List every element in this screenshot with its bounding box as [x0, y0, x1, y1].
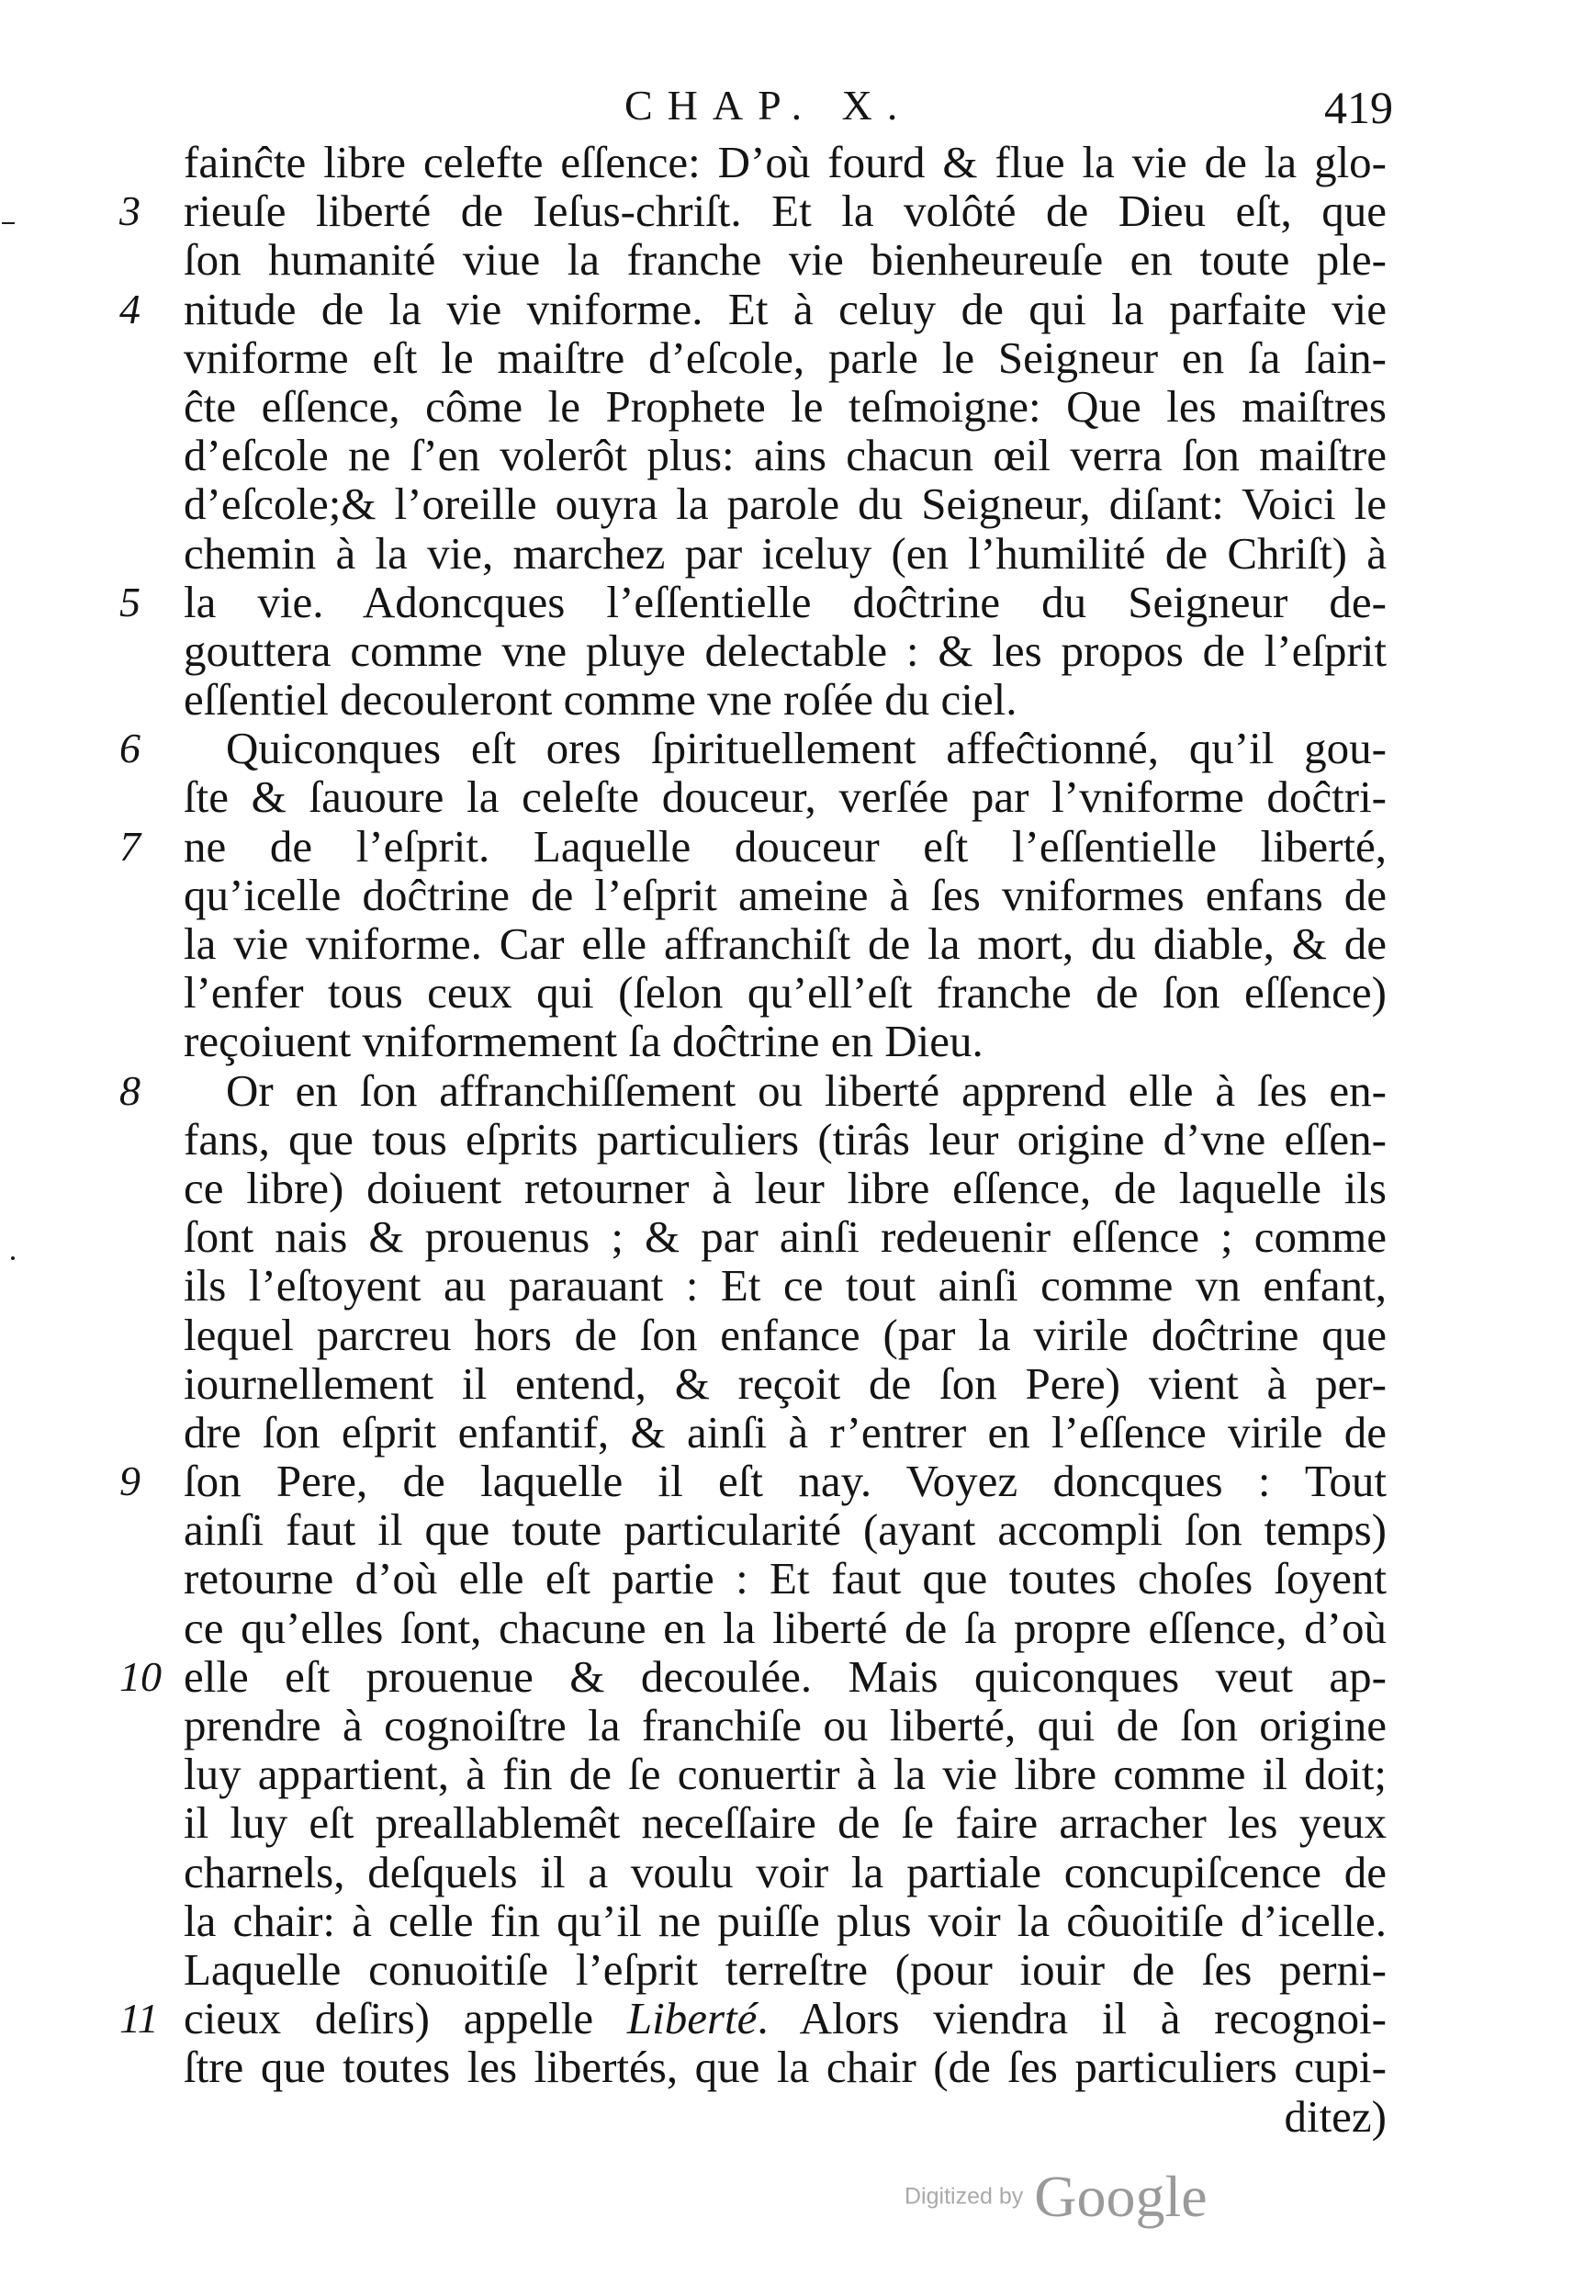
line-text: iournellement il entend, & reçoit de ſon Pere) vient à per- — [184, 1357, 1387, 1409]
line-text: cieux deſirs) appelle Liberté. Alors viendra il à recognoi- — [184, 1993, 1388, 2044]
line-text: lequel parcreu hors de ſon enfance (par la virile doĉtrine que — [184, 1309, 1387, 1360]
line-text: ſte & ſauoure la celeſte douceur, verſée par l’vniforme doĉtri- — [184, 771, 1387, 823]
text-line — [184, 1261, 1387, 1310]
verse-number: 4 — [119, 285, 140, 332]
line-text: fainĉte libre celefte eſſence: D’où fourd & flue la vie de la glo- — [184, 137, 1387, 187]
text-line — [119, 1064, 1387, 1116]
line-text: la vie. Adoncques l’eſſentielle doĉtrine du Seigneur de- — [184, 576, 1387, 627]
line-text: retourne d’où elle eſt partie : Et faut que toutes choſes ſoyent — [184, 1553, 1387, 1604]
line-text: elle eſt prouenue & decoulée. Mais quiconques veut ap- — [184, 1650, 1387, 1702]
line-text: charnels, deſquels il a voulu voir la partiale concupiſcence de — [184, 1846, 1387, 1897]
line-text: d’eſcole ne ſ’en volerôt plus: ains chacun œil verra ſon maiſtre — [184, 430, 1387, 481]
line-text: ſtre que toutes les libertés, que la chair (de ſes particuliers cupi- — [184, 2042, 1387, 2093]
text-line — [184, 1359, 1387, 1408]
text-line — [184, 772, 1387, 821]
line-text: prendre à cognoiſtre la franchiſe ou liberté, qui de ſon origine — [184, 1700, 1387, 1750]
text-line — [184, 235, 1387, 284]
google-logo: Google — [1034, 2164, 1208, 2229]
line-text: la vie vniforme. Car elle affranchiſt de la mort, du diable, & de — [184, 918, 1387, 969]
text-line — [184, 1848, 1387, 1896]
text-line — [184, 382, 1387, 431]
text-line — [184, 1017, 1387, 1065]
text-line — [184, 1554, 1387, 1603]
text-line — [184, 333, 1387, 382]
text-line — [184, 1164, 1387, 1212]
text-line — [119, 576, 1387, 627]
line-text: la chair: à celle fin qu’il ne puiſſe plus voir la côuoitiſe d’icelle. — [184, 1895, 1387, 1946]
margin-mark — [2, 222, 15, 224]
line-text: ne de l’eſprit. Laquelle douceur eſt l’eſſentielle liberté, — [184, 820, 1387, 872]
text-line — [184, 2043, 1387, 2091]
text-line — [184, 1311, 1387, 1359]
line-text: ce qu’elles ſont, chacune en la liberté de ſa propre eſſence, d’où — [184, 1602, 1387, 1653]
text-line — [184, 919, 1387, 968]
line-text: ils l’eſtoyent au parauant : Et ce tout ainſi comme vn enfant, — [184, 1260, 1387, 1311]
line-text: Quiconques eſt ores ſpirituellement affeĉtionné, qu’il gou- — [226, 723, 1387, 774]
text-line — [184, 138, 1387, 186]
verse-number: 11 — [119, 1995, 159, 2043]
verse-number: 5 — [119, 578, 140, 625]
line-text: luy appartient, à fin de ſe conuertir à la vie libre comme il doit; — [184, 1749, 1387, 1800]
margin-mark — [11, 1256, 15, 1260]
line-text: ditez) — [1284, 2090, 1387, 2142]
line-text: l’enfer tous ceux qui (ſelon qu’ell’eſt franche de ſon eſſence) — [184, 967, 1387, 1019]
text-line — [184, 626, 1387, 675]
body-text — [119, 137, 1388, 2142]
watermark-prefix: Digitized by — [905, 2183, 1024, 2210]
text-line — [119, 723, 1387, 774]
verse-number: 7 — [119, 822, 140, 870]
line-text: dre ſon eſprit enfantif, & ainſi à r’entrer en l’eſſence virile de — [184, 1406, 1387, 1458]
text-line — [184, 529, 1387, 578]
text-line — [184, 871, 1387, 919]
verse-number: 3 — [119, 187, 140, 235]
text-line — [119, 1650, 1387, 1702]
text-line — [184, 968, 1387, 1017]
line-text: Laquelle conuoitiſe l’eſprit terreſtre (pour iouir de ſes perni- — [184, 1943, 1387, 1995]
line-text: fans, que tous eſprits particuliers (tirâs leur origine d’vne eſſen- — [184, 1113, 1387, 1165]
line-text: vniforme eſt le maiſtre d’eſcole, parle le Seigneur en ſa ſain- — [184, 332, 1387, 383]
digitization-watermark — [905, 2163, 1208, 2231]
line-text: chemin à la vie, marchez par iceluy (en l’humilité de Chriſt) à — [184, 527, 1387, 579]
line-text: qu’icelle doĉtrine de l’eſprit ameine à ſes vniformes enfans de — [184, 869, 1387, 920]
line-text: ſon Pere, de laquelle il eſt nay. Voyez doncques : Tout — [184, 1456, 1387, 1507]
text-line — [184, 1505, 1387, 1554]
line-text: ce libre) doiuent retourner à leur libre eſſence, de laquelle ils — [184, 1162, 1387, 1213]
text-line — [184, 1604, 1387, 1652]
text-line — [184, 1212, 1387, 1261]
line-text: ſont nais & prouenus ; & par ainſi redeuenir eſſence ; comme — [184, 1211, 1387, 1263]
text-line — [119, 186, 1387, 237]
verse-number: 6 — [119, 725, 140, 772]
verse-number: 8 — [119, 1066, 140, 1114]
text-line — [184, 1750, 1387, 1798]
line-text: d’eſcole;& l’oreille ouyra la parole du Seigneur, diſant: Voici le — [184, 478, 1387, 530]
line-text: eſſentiel decouleront comme vne roſée du ciel. — [184, 674, 1017, 726]
line-text: il luy eſt preallablemêt neceſſaire de ſe faire arracher les yeux — [184, 1797, 1387, 1849]
line-text: ainſi faut il que toute particularité (ayant accompli ſon temps) — [184, 1504, 1387, 1556]
verse-number: 9 — [119, 1458, 140, 1505]
text-line — [184, 1896, 1387, 1945]
text-line — [184, 1798, 1387, 1847]
text-line — [119, 1456, 1387, 1507]
page-header — [0, 81, 1596, 145]
page-number: 419 — [1324, 82, 1393, 133]
line-text: ſon humanité viue la franche vie bienheureuſe en toute ple- — [184, 234, 1387, 286]
line-text: rieuſe liberté de Ieſus-chriſt. Et la volôté de Dieu eſt, que — [184, 186, 1387, 237]
text-line — [184, 431, 1387, 479]
text-line — [184, 1408, 1387, 1457]
line-text: nitude de la vie vniforme. Et à celuy de qui la parfaite vie — [184, 283, 1387, 334]
text-line — [184, 1945, 1387, 1994]
text-line — [119, 283, 1387, 334]
line-text: Or en ſon affranchiſſement ou liberté apprend elle à ſes en- — [226, 1064, 1387, 1116]
text-line — [119, 1993, 1388, 2044]
running-head: CHAP. X. — [624, 82, 913, 129]
line-text: gouttera comme vne pluye delectable : & les propos de l’eſprit — [184, 625, 1387, 676]
text-line — [184, 1115, 1387, 1164]
text-line — [184, 2092, 1387, 2141]
text-line — [119, 820, 1387, 872]
verse-number: 10 — [119, 1652, 162, 1700]
line-text: reçoiuent vniformement ſa doĉtrine en Dieu. — [184, 1016, 983, 1067]
text-line — [184, 675, 1387, 724]
text-line — [184, 479, 1387, 528]
text-line — [184, 1701, 1387, 1750]
line-text: ĉte eſſence, côme le Prophete le teſmoigne: Que les maiſtres — [184, 380, 1387, 432]
